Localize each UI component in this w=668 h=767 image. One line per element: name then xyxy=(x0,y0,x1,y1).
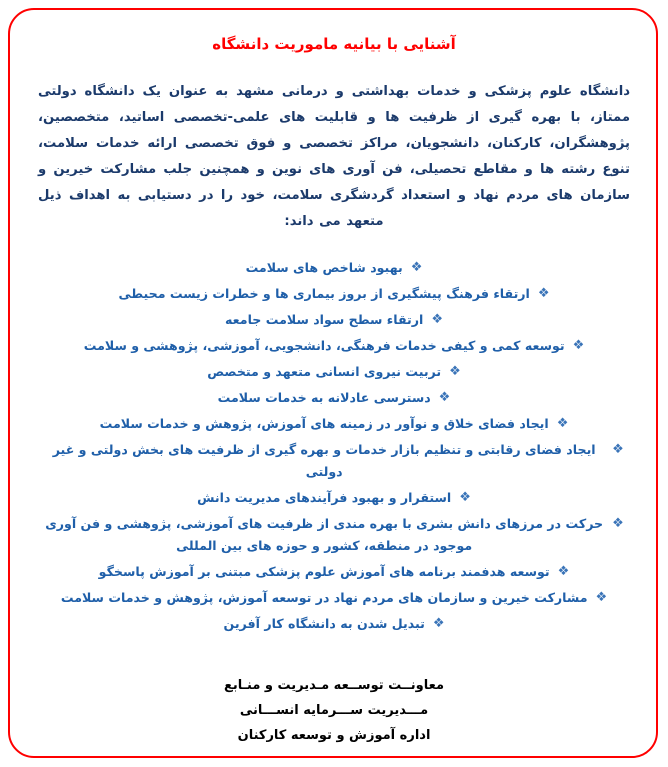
diamond-bullet-icon: ❖ xyxy=(572,338,585,353)
diamond-bullet-icon: ❖ xyxy=(410,260,423,275)
signature-line-management: مـــدیریت ســـرمایه انســـانی xyxy=(239,703,429,718)
list-item xyxy=(30,387,638,409)
diamond-bullet-icon: ❖ xyxy=(537,286,550,301)
diamond-bullet-icon: ❖ xyxy=(556,416,569,431)
diamond-bullet-icon: ❖ xyxy=(438,390,451,405)
list-item xyxy=(30,487,638,509)
list-item xyxy=(30,283,638,305)
signature-line-office: اداره آموزش و توسعه کارکنان xyxy=(237,728,431,743)
list-item-label: تبدیل شدن به دانشگاه کار آفرین xyxy=(223,616,425,631)
signature-block xyxy=(30,673,638,748)
page-title: آشنایی با بیانیه ماموریت دانشگاه xyxy=(212,35,456,53)
intro-paragraph: دانشگاه علوم پزشکی و خدمات بهداشتی و درمانی مشهد به عنوان یک دانشگاه دولتی ممتاز، با بهره گیری از ظرفیت ها و قابلیت های علمی-تخصصی اساتید، متخصصین، پژوهشگران، کارکنان، دانشجویان، مراکز تخصصی و فوق تخصصی ارائه خدمات سلامت، تنوع رشته ها و مقاطع تحصیلی، فن آوری های نوین و همچنین جلب مشارکت خیرین و سازمان های مردم نهاد و استعداد گردشگری سلامت، خود را در دستیابی به اهداف ذیل متعهد می داند: xyxy=(38,84,630,229)
list-item-label: توسعه هدفمند برنامه های آموزش علوم پزشکی مبتنی بر آموزش پاسخگو xyxy=(98,564,550,579)
list-item-label: دسترسی عادلانه به خدمات سلامت xyxy=(217,390,431,405)
list-item-label: حرکت در مرزهای دانش بشری با بهره مندی از ظرفیت های آموزشی، پژوهشی و فن آوری موجود در منطقه، کشور و حوزه های بین المللی xyxy=(45,516,604,553)
list-item xyxy=(30,413,638,435)
list-item xyxy=(30,513,638,557)
diamond-bullet-icon: ❖ xyxy=(431,312,443,327)
list-item-label: ایجاد فضای رقابتی و تنظیم بازار خدمات و بهره گیری از ظرفیت های بخش دولتی و غیر دولتی xyxy=(52,442,596,479)
list-item xyxy=(30,439,638,483)
list-item xyxy=(30,613,638,635)
diamond-bullet-icon: ❖ xyxy=(449,364,461,379)
diamond-bullet-icon: ❖ xyxy=(432,616,445,631)
list-item-label: تربیت نیروی انسانی متعهد و متخصص xyxy=(207,364,442,379)
list-item-label: توسعه کمی و کیفی خدمات فرهنگی، دانشجویی، آموزشی، پژوهشی و سلامت xyxy=(83,338,565,353)
list-item-label: ارتقاء سطح سواد سلامت جامعه xyxy=(225,312,424,327)
diamond-bullet-icon: ❖ xyxy=(459,490,471,505)
list-item xyxy=(30,257,638,279)
commitments-list xyxy=(30,257,638,635)
signature-line-department: معاونــت توســعه مـدیریت و منـابع xyxy=(223,678,445,693)
diamond-bullet-icon: ❖ xyxy=(612,442,624,457)
list-item xyxy=(30,361,638,383)
list-item xyxy=(30,561,638,583)
list-item xyxy=(30,309,638,331)
list-item xyxy=(30,587,638,609)
list-item-label: ارتقاء فرهنگ پیشگیری از بروز بیماری ها و خطرات زیست محیطی xyxy=(118,286,530,301)
list-item-label: بهبود شاخص های سلامت xyxy=(245,260,403,275)
diamond-bullet-icon: ❖ xyxy=(595,590,608,605)
diamond-bullet-icon: ❖ xyxy=(557,564,570,579)
list-item-label: مشارکت خیرین و سازمان های مردم نهاد در توسعه آموزش، پژوهش و خدمات سلامت xyxy=(60,590,588,605)
list-item-label: ایجاد فضای خلاق و نوآور در زمینه های آموزش، پژوهش و خدمات سلامت xyxy=(99,416,549,431)
list-item-label: استقرار و بهبود فرآیندهای مدیریت دانش xyxy=(197,490,452,505)
diamond-bullet-icon: ❖ xyxy=(612,516,624,531)
list-item xyxy=(30,335,638,357)
